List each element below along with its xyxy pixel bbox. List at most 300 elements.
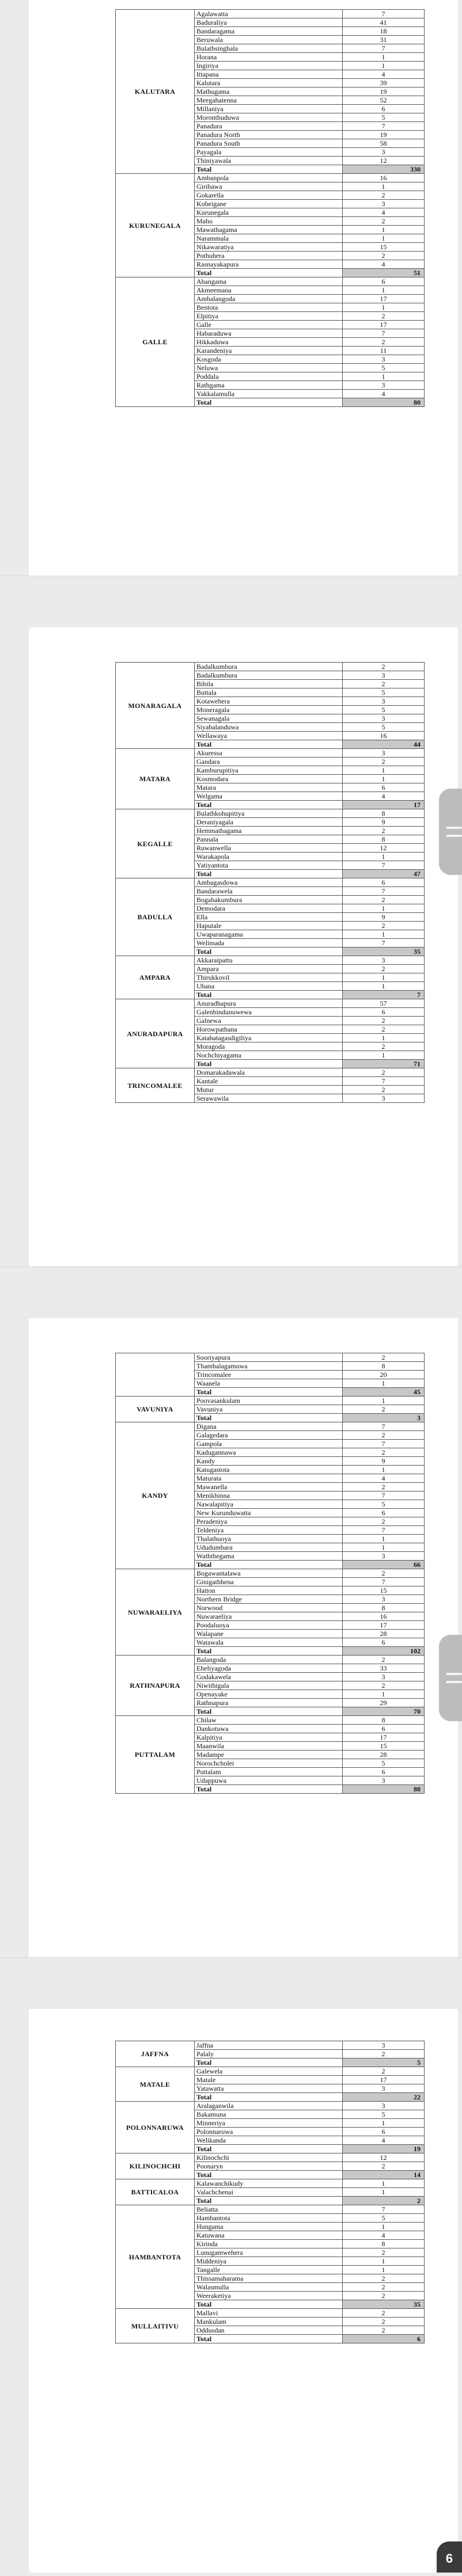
station-name: Waanela bbox=[195, 1379, 343, 1388]
station-count: 9 bbox=[343, 1457, 425, 1466]
table-row bbox=[116, 10, 425, 18]
station-name: Thalathuoya bbox=[195, 1535, 343, 1543]
station-count: 2 bbox=[343, 1405, 425, 1414]
station-count: 1 bbox=[343, 62, 425, 70]
station-count: 5 bbox=[343, 706, 425, 714]
station-count: 7 bbox=[343, 1440, 425, 1448]
station-name: Norwood bbox=[195, 1604, 343, 1612]
station-count: 2 bbox=[343, 191, 425, 200]
station-count: 1 bbox=[343, 2188, 425, 2197]
station-count: 17 bbox=[343, 1733, 425, 1742]
station-name: Ambagasdowa bbox=[195, 878, 343, 887]
station-name: Chilaw bbox=[195, 1716, 343, 1725]
station-name: Galnewa bbox=[195, 1017, 343, 1025]
station-name: Uhana bbox=[195, 982, 343, 991]
station-count: 2 bbox=[343, 312, 425, 321]
station-count: 3 bbox=[343, 2102, 425, 2110]
station-name: Badalkumbura bbox=[195, 671, 343, 680]
station-name: Waththegama bbox=[195, 1552, 343, 1561]
total-label: Total bbox=[195, 991, 343, 999]
station-count: 1 bbox=[343, 982, 425, 991]
station-count: 7 bbox=[343, 1578, 425, 1586]
table-row bbox=[116, 1353, 425, 1362]
station-count: 15 bbox=[343, 1742, 425, 1751]
station-name: Kirinda bbox=[195, 2240, 343, 2248]
station-count: 4 bbox=[343, 2136, 425, 2145]
station-name: Millaniya bbox=[195, 105, 343, 113]
station-count: 3 bbox=[343, 749, 425, 758]
station-name: Elpitiya bbox=[195, 312, 343, 321]
table-row bbox=[116, 2205, 425, 2214]
station-count: 2 bbox=[343, 1656, 425, 1664]
total-label: Total bbox=[195, 1647, 343, 1656]
total-label: Total bbox=[195, 1414, 343, 1422]
station-name: Bogahakumbura bbox=[195, 896, 343, 904]
station-count: 8 bbox=[343, 1362, 425, 1371]
total-label: Total bbox=[195, 870, 343, 878]
station-name: Valachchenai bbox=[195, 2188, 343, 2197]
district-table-page-2 bbox=[115, 662, 425, 1103]
station-count: 5 bbox=[343, 1500, 425, 1509]
station-count: 2 bbox=[343, 758, 425, 766]
station-count: 2 bbox=[343, 2274, 425, 2283]
station-name: Thissamaharama bbox=[195, 2274, 343, 2283]
station-count: 2 bbox=[343, 2248, 425, 2257]
station-name: Poddala bbox=[195, 372, 343, 381]
station-count: 1 bbox=[343, 1379, 425, 1388]
station-count: 5 bbox=[343, 2110, 425, 2119]
station-count: 2 bbox=[343, 2326, 425, 2335]
station-name: Meegahatenna bbox=[195, 96, 343, 105]
total-value: 35 bbox=[343, 2300, 425, 2309]
station-name: Ahangama bbox=[195, 277, 343, 286]
station-count: 1 bbox=[343, 904, 425, 913]
station-name: Panadura North bbox=[195, 131, 343, 139]
station-count: 20 bbox=[343, 1371, 425, 1379]
station-count: 7 bbox=[343, 329, 425, 338]
station-name: Ambalangoda bbox=[195, 295, 343, 303]
station-count: 5 bbox=[343, 723, 425, 732]
station-name: Habaraduwa bbox=[195, 329, 343, 338]
station-count: 1 bbox=[343, 372, 425, 381]
station-name: Kadugannawa bbox=[195, 1448, 343, 1457]
district-name: KURUNEGALA bbox=[116, 174, 195, 277]
station-name: Akmeemana bbox=[195, 286, 343, 295]
station-count: 17 bbox=[343, 321, 425, 329]
station-count: 2 bbox=[343, 2283, 425, 2292]
station-name: Narammala bbox=[195, 234, 343, 243]
station-name: Neluwa bbox=[195, 364, 343, 372]
station-count: 52 bbox=[343, 96, 425, 105]
station-name: Domarakadawala bbox=[195, 1068, 343, 1077]
station-count: 1 bbox=[343, 182, 425, 191]
total-value: 330 bbox=[343, 165, 425, 174]
station-name: Mathugama bbox=[195, 87, 343, 96]
station-count: 6 bbox=[343, 2128, 425, 2136]
station-name: Welikanda bbox=[195, 2136, 343, 2145]
table-row bbox=[116, 2179, 425, 2188]
station-count: 28 bbox=[343, 1751, 425, 1759]
station-count: 11 bbox=[343, 347, 425, 355]
station-count: 19 bbox=[343, 87, 425, 96]
station-count: 3 bbox=[343, 714, 425, 723]
district-name: HAMBANTOTA bbox=[116, 2205, 195, 2309]
table-row bbox=[116, 2309, 425, 2318]
total-value: 70 bbox=[343, 1707, 425, 1716]
station-name: Rasnayakapura bbox=[195, 260, 343, 269]
district-name: NUWARAELIYA bbox=[116, 1569, 195, 1656]
total-label: Total bbox=[195, 2300, 343, 2309]
station-name: Beruwala bbox=[195, 36, 343, 44]
station-name: Ittapana bbox=[195, 70, 343, 79]
station-count: 1 bbox=[343, 973, 425, 982]
station-name: Mankulam bbox=[195, 2318, 343, 2326]
station-name: Hambantota bbox=[195, 2214, 343, 2223]
station-name: Lunugamwehera bbox=[195, 2248, 343, 2257]
station-count: 1 bbox=[343, 286, 425, 295]
table-row bbox=[116, 999, 425, 1008]
district-name: ANURADAPURA bbox=[116, 999, 195, 1068]
station-count: 29 bbox=[343, 1699, 425, 1707]
total-value: 3 bbox=[343, 1414, 425, 1422]
station-name: Ampara bbox=[195, 965, 343, 973]
station-name: Bibila bbox=[195, 680, 343, 688]
station-count: 6 bbox=[343, 1509, 425, 1517]
station-count: 2 bbox=[343, 680, 425, 688]
table-row bbox=[116, 1569, 425, 1578]
district-name: KALUTARA bbox=[116, 10, 195, 174]
station-count: 3 bbox=[343, 148, 425, 157]
station-count: 31 bbox=[343, 36, 425, 44]
station-name: Bakamuna bbox=[195, 2110, 343, 2119]
station-name: Kilinochchi bbox=[195, 2153, 343, 2162]
station-count: 1 bbox=[343, 1051, 425, 1060]
district-name: PUTTALAM bbox=[116, 1716, 195, 1794]
station-name: Ginigathhena bbox=[195, 1578, 343, 1586]
station-name: Teldeniya bbox=[195, 1526, 343, 1535]
station-name: Jaffna bbox=[195, 2041, 343, 2050]
station-name: Kantale bbox=[195, 1077, 343, 1086]
total-value: 14 bbox=[343, 2171, 425, 2179]
station-name: Hikkaduwa bbox=[195, 338, 343, 347]
table-row bbox=[116, 809, 425, 818]
total-label: Total bbox=[195, 1785, 343, 1794]
station-count: 7 bbox=[343, 1422, 425, 1431]
station-count: 2 bbox=[343, 1353, 425, 1362]
total-value: 44 bbox=[343, 740, 425, 749]
station-count: 3 bbox=[343, 1673, 425, 1681]
district-name: AMPARA bbox=[116, 956, 195, 999]
district-name: BATTICALOA bbox=[116, 2179, 195, 2205]
total-label: Total bbox=[195, 2145, 343, 2153]
district-name: POLONNARUWA bbox=[116, 2102, 195, 2153]
district-name: KANDY bbox=[116, 1422, 195, 1569]
station-name: Dankotuwa bbox=[195, 1725, 343, 1733]
total-value: 47 bbox=[343, 870, 425, 878]
station-count: 6 bbox=[343, 783, 425, 792]
station-name: Niwithigala bbox=[195, 1681, 343, 1690]
district-name: TRINCOMALEE bbox=[116, 1068, 195, 1103]
station-name: Northern Bridge bbox=[195, 1595, 343, 1604]
table-row bbox=[116, 1716, 425, 1725]
station-name: Katahatagasdigiliya bbox=[195, 1034, 343, 1042]
district-name: VAVUNIYA bbox=[116, 1397, 195, 1422]
station-count: 1 bbox=[343, 766, 425, 775]
station-count: 1 bbox=[343, 234, 425, 243]
table-row bbox=[116, 277, 425, 286]
station-count: 3 bbox=[343, 381, 425, 390]
station-count: 1 bbox=[343, 1034, 425, 1042]
total-value: 19 bbox=[343, 2145, 425, 2153]
station-count: 7 bbox=[343, 861, 425, 870]
station-name: Bentota bbox=[195, 303, 343, 312]
station-count: 16 bbox=[343, 1612, 425, 1621]
station-name: Thiniyawala bbox=[195, 157, 343, 165]
station-name: Peradeniya bbox=[195, 1517, 343, 1526]
station-name: Yakkalamulla bbox=[195, 390, 343, 398]
station-name: Horowpathana bbox=[195, 1025, 343, 1034]
table-row bbox=[116, 1068, 425, 1077]
district-name: MULLAITIVU bbox=[116, 2309, 195, 2343]
station-name: Kamburupitiya bbox=[195, 766, 343, 775]
page-number-badge[interactable]: 6 bbox=[437, 2541, 462, 2573]
station-count: 6 bbox=[343, 1768, 425, 1776]
station-count: 3 bbox=[343, 1595, 425, 1604]
station-name: Maho bbox=[195, 217, 343, 226]
station-count: 18 bbox=[343, 27, 425, 36]
station-count: 1 bbox=[343, 1543, 425, 1552]
station-name: Anuradhapura bbox=[195, 999, 343, 1008]
district-name: BADULLA bbox=[116, 878, 195, 956]
station-count: 2 bbox=[343, 338, 425, 347]
station-name: Pannala bbox=[195, 835, 343, 844]
station-count: 3 bbox=[343, 355, 425, 364]
table-row bbox=[116, 749, 425, 758]
total-label: Total bbox=[195, 2058, 343, 2067]
station-name: Udappuwa bbox=[195, 1776, 343, 1785]
station-name: Panadura bbox=[195, 122, 343, 131]
station-count: 7 bbox=[343, 939, 425, 948]
page-separator bbox=[0, 1957, 462, 1958]
total-value: 5 bbox=[343, 2058, 425, 2067]
station-count: 4 bbox=[343, 792, 425, 801]
station-count: 6 bbox=[343, 1725, 425, 1733]
station-name: Karandeniya bbox=[195, 347, 343, 355]
station-count: 1 bbox=[343, 1466, 425, 1474]
station-name: Ududumbara bbox=[195, 1543, 343, 1552]
station-name: Madampe bbox=[195, 1751, 343, 1759]
station-count: 7 bbox=[343, 10, 425, 18]
station-name: Bandaragama bbox=[195, 27, 343, 36]
station-count: 7 bbox=[343, 44, 425, 53]
station-count: 4 bbox=[343, 1474, 425, 1483]
station-name: Minneriya bbox=[195, 2119, 343, 2128]
total-value: 51 bbox=[343, 269, 425, 277]
station-name: Wellawaya bbox=[195, 732, 343, 740]
district-name: JAFFNA bbox=[116, 2041, 195, 2067]
station-name: Hemmathagama bbox=[195, 827, 343, 835]
station-count: 4 bbox=[343, 2231, 425, 2240]
station-name: Yatiyantota bbox=[195, 861, 343, 870]
station-count: 15 bbox=[343, 243, 425, 252]
total-value: 66 bbox=[343, 1561, 425, 1569]
station-count: 1 bbox=[343, 1690, 425, 1699]
station-count: 7 bbox=[343, 2205, 425, 2214]
station-name: Kosmodara bbox=[195, 775, 343, 783]
station-name: Katuwana bbox=[195, 2231, 343, 2240]
station-count: 1 bbox=[343, 1535, 425, 1543]
station-count: 4 bbox=[343, 70, 425, 79]
station-count: 1 bbox=[343, 2266, 425, 2274]
station-name: Puttalam bbox=[195, 1768, 343, 1776]
station-count: 6 bbox=[343, 878, 425, 887]
station-name: Trincomalee bbox=[195, 1371, 343, 1379]
station-count: 2 bbox=[343, 1068, 425, 1077]
station-count: 2 bbox=[343, 1431, 425, 1440]
table-row bbox=[116, 1397, 425, 1405]
station-name: Godakawela bbox=[195, 1673, 343, 1681]
station-count: 3 bbox=[343, 2084, 425, 2093]
station-name: Nawalapitiya bbox=[195, 1500, 343, 1509]
station-count: 5 bbox=[343, 2214, 425, 2223]
station-count: 3 bbox=[343, 956, 425, 965]
station-name: Agalawatta bbox=[195, 10, 343, 18]
station-count: 1 bbox=[343, 303, 425, 312]
station-name: Nikawaratiya bbox=[195, 243, 343, 252]
station-count: 6 bbox=[343, 277, 425, 286]
station-count: 8 bbox=[343, 2240, 425, 2248]
station-count: 17 bbox=[343, 1621, 425, 1630]
station-count: 7 bbox=[343, 1526, 425, 1535]
total-label: Total bbox=[195, 2171, 343, 2179]
station-name: Uwaparanagama bbox=[195, 930, 343, 939]
station-name: Mawanella bbox=[195, 1483, 343, 1491]
station-name: Rathgama bbox=[195, 381, 343, 390]
station-name: Openayake bbox=[195, 1690, 343, 1699]
district-table-page-4 bbox=[115, 2041, 425, 2343]
district-table-page-3 bbox=[115, 1353, 425, 1794]
station-name: Katugastota bbox=[195, 1466, 343, 1474]
station-count: 8 bbox=[343, 809, 425, 818]
total-label: Total bbox=[195, 948, 343, 956]
station-name: Panadura South bbox=[195, 139, 343, 148]
station-name: Menikhinna bbox=[195, 1491, 343, 1500]
district-name: RATHNAPURA bbox=[116, 1656, 195, 1716]
station-count: 6 bbox=[343, 1008, 425, 1017]
station-name: Weeraketiya bbox=[195, 2292, 343, 2300]
station-name: Payagala bbox=[195, 148, 343, 157]
station-name: New Kurunduwatta bbox=[195, 1509, 343, 1517]
total-label: Total bbox=[195, 2093, 343, 2102]
station-count: 33 bbox=[343, 1664, 425, 1673]
station-name: Eheliyagoda bbox=[195, 1664, 343, 1673]
table-row bbox=[116, 2067, 425, 2076]
table-row bbox=[116, 2153, 425, 2162]
station-name: Nochchiyagama bbox=[195, 1051, 343, 1060]
station-name: Welgama bbox=[195, 792, 343, 801]
table-row bbox=[116, 1422, 425, 1431]
station-count: 5 bbox=[343, 688, 425, 697]
station-name: Badalkumbura bbox=[195, 663, 343, 671]
total-value: 2 bbox=[343, 2197, 425, 2205]
station-count: 1 bbox=[343, 226, 425, 234]
station-name: Nuwaraeliya bbox=[195, 1612, 343, 1621]
station-name: Kalpitiya bbox=[195, 1733, 343, 1742]
station-count: 2 bbox=[343, 1517, 425, 1526]
total-label: Total bbox=[195, 801, 343, 809]
station-count: 2 bbox=[343, 922, 425, 930]
total-label: Total bbox=[195, 740, 343, 749]
station-count: 2 bbox=[343, 217, 425, 226]
station-count: 7 bbox=[343, 1077, 425, 1086]
station-name: Serawawila bbox=[195, 1094, 343, 1103]
station-name: Thambalagamuwa bbox=[195, 1362, 343, 1371]
station-name: Galewela bbox=[195, 2067, 343, 2076]
page-scroll-handle[interactable] bbox=[439, 1635, 462, 1721]
station-name: Norochcholei bbox=[195, 1759, 343, 1768]
station-name: Gampola bbox=[195, 1440, 343, 1448]
station-count: 28 bbox=[343, 1630, 425, 1638]
station-count: 17 bbox=[343, 2076, 425, 2084]
station-name: Rathnapura bbox=[195, 1699, 343, 1707]
station-count: 1 bbox=[343, 853, 425, 861]
station-name: Siyabalanduwa bbox=[195, 723, 343, 732]
station-count: 41 bbox=[343, 18, 425, 27]
total-label: Total bbox=[195, 2197, 343, 2205]
station-count: 5 bbox=[343, 364, 425, 372]
station-name: Thirukkovil bbox=[195, 973, 343, 982]
station-count: 1 bbox=[343, 2257, 425, 2266]
station-name: Gokarella bbox=[195, 191, 343, 200]
station-name: Balangoda bbox=[195, 1656, 343, 1664]
total-value: 35 bbox=[343, 948, 425, 956]
station-count: 58 bbox=[343, 139, 425, 148]
station-count: 9 bbox=[343, 818, 425, 827]
station-name: Matale bbox=[195, 2076, 343, 2084]
station-name: Bandarawela bbox=[195, 887, 343, 896]
station-name: Oddusdan bbox=[195, 2326, 343, 2335]
station-name: Hatton bbox=[195, 1586, 343, 1595]
station-count: 2 bbox=[343, 2162, 425, 2171]
station-count: 4 bbox=[343, 260, 425, 269]
table-row bbox=[116, 956, 425, 965]
total-value: 22 bbox=[343, 2093, 425, 2102]
station-count: 2 bbox=[343, 2292, 425, 2300]
station-count: 1 bbox=[343, 930, 425, 939]
table-row bbox=[116, 1656, 425, 1664]
total-value: 17 bbox=[343, 801, 425, 809]
station-count: 2 bbox=[343, 1569, 425, 1578]
station-name: Kalawanchikudy bbox=[195, 2179, 343, 2188]
station-count: 4 bbox=[343, 390, 425, 398]
station-count: 9 bbox=[343, 913, 425, 922]
station-name: Mawathagama bbox=[195, 226, 343, 234]
district-name: MATALE bbox=[116, 2067, 195, 2102]
page-scroll-handle[interactable] bbox=[439, 789, 462, 875]
station-count: 2 bbox=[343, 1681, 425, 1690]
station-name: Poodaluoya bbox=[195, 1621, 343, 1630]
station-count: 3 bbox=[343, 2041, 425, 2050]
station-name: Beliatta bbox=[195, 2205, 343, 2214]
total-label: Total bbox=[195, 2335, 343, 2343]
station-count: 5 bbox=[343, 1759, 425, 1768]
station-name: Mallavi bbox=[195, 2309, 343, 2318]
station-name: Baduraliya bbox=[195, 18, 343, 27]
station-count: 2 bbox=[343, 2309, 425, 2318]
station-name: Palaly bbox=[195, 2050, 343, 2058]
station-name: Kandy bbox=[195, 1457, 343, 1466]
station-count: 1 bbox=[343, 2179, 425, 2188]
